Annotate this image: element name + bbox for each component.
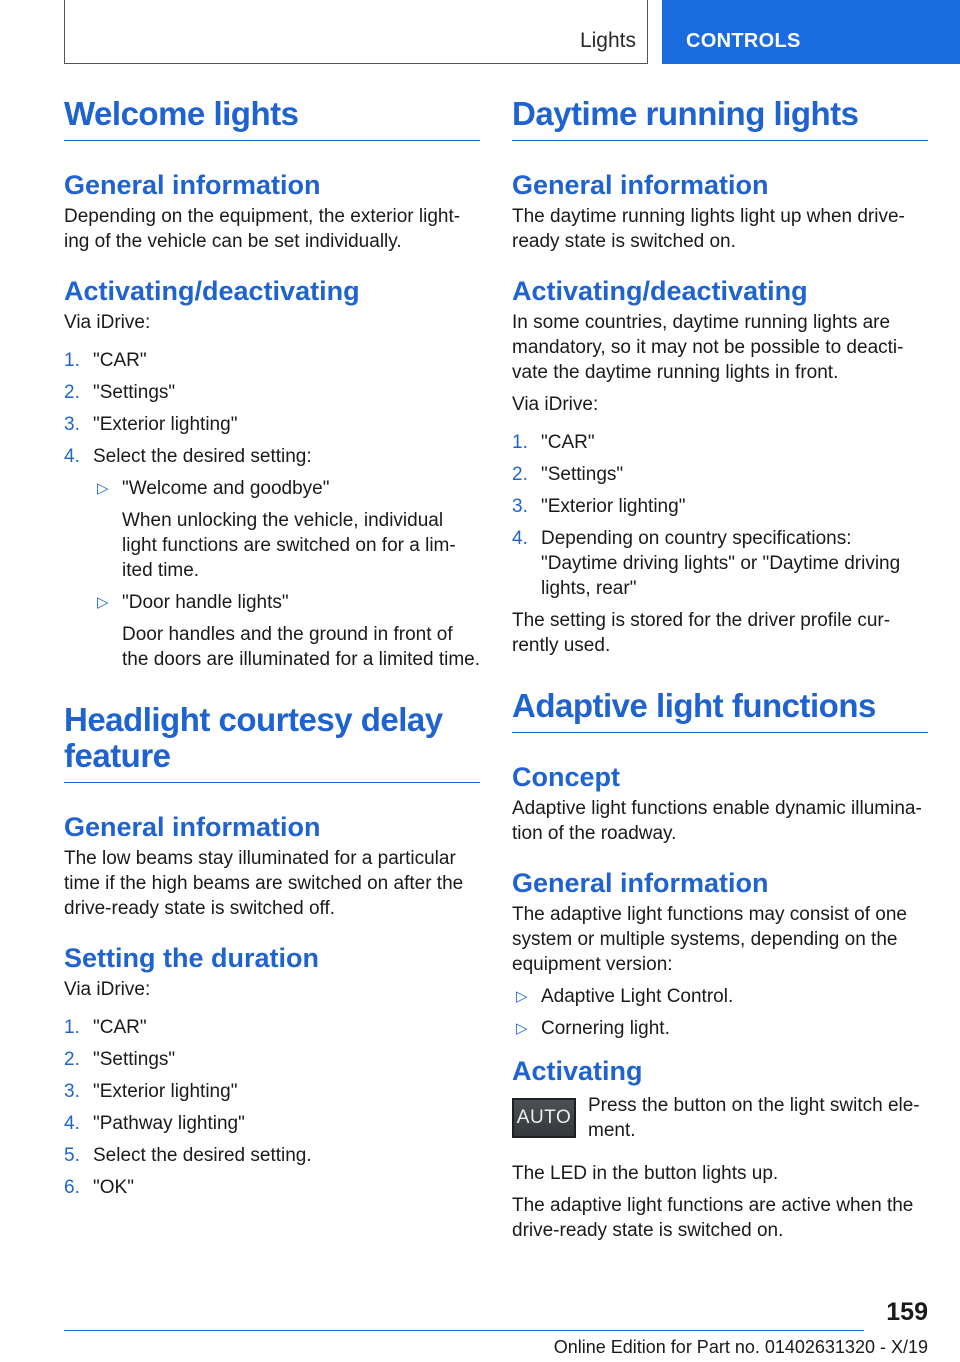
list-item — [64, 1175, 480, 1200]
adaptive-concept-heading: Concept — [512, 762, 620, 792]
page-number: 159 — [886, 1298, 928, 1326]
list-item — [64, 1015, 480, 1040]
list-item — [64, 444, 480, 672]
courtesy-delay-title: Headlight courtesy delay feature — [64, 702, 480, 783]
option-label: "Door handle lights" — [122, 592, 289, 613]
step-number: 3. — [64, 414, 80, 435]
list-item — [64, 1047, 480, 1072]
adaptive-active-text: The adaptive light functions are active when the drive-ready state is switched on. — [512, 1195, 914, 1241]
step-text: "Exterior lighting" — [541, 496, 686, 517]
step-text: Select the desired setting: — [93, 446, 312, 467]
step-number: 2. — [512, 464, 528, 485]
drl-activating-heading: Activating/deactivating — [512, 276, 808, 306]
footer-edition-text: Online Edition for Part no. 01402631320 - X/19 — [553, 1337, 928, 1357]
step-number: 5. — [64, 1145, 80, 1166]
step-text: "Exterior lighting" — [93, 414, 238, 435]
step-number: 2. — [64, 382, 80, 403]
list-item — [64, 1111, 480, 1136]
daytime-running-lights-title: Daytime running lights — [512, 96, 928, 141]
courtesy-via-idrive: Via iDrive: — [64, 979, 151, 1000]
header-section-title: Lights — [579, 29, 636, 52]
step-number: 1. — [64, 1017, 80, 1038]
bullet-triangle-icon: ▷ — [97, 480, 109, 497]
list-item — [64, 1079, 480, 1104]
left-column — [64, 96, 480, 1207]
drl-stored-text: The setting is stored for the driver profile cur‐rently used. — [512, 610, 891, 656]
option-description: Door handles and the ground in front of the doors are illuminated for a limited time. — [122, 624, 480, 670]
option-description: When unlocking the vehicle, individual light functions are switched on for a lim‐ited time. — [122, 510, 456, 581]
bullet-triangle-icon: ▷ — [97, 594, 109, 611]
list-item — [512, 494, 928, 519]
drl-steps-list — [512, 430, 928, 601]
list-item — [64, 348, 480, 373]
step-number: 2. — [64, 1049, 80, 1070]
footer-divider — [64, 1330, 864, 1331]
courtesy-general-text: The low beams stay illuminated for a particular time if the high beams are switched on after the drive-ready state is switched off. — [64, 848, 464, 919]
welcome-steps-list — [64, 348, 480, 672]
led-text: The LED in the button lights up. — [512, 1163, 779, 1184]
step-number: 6. — [64, 1177, 80, 1198]
drl-activating-text: In some countries, daytime running lights are mandatory, so it may not be possible to deacti‐vate the daytime running lights in front. — [512, 312, 904, 383]
step-text: "CAR" — [93, 350, 147, 371]
bullet-text: Cornering light. — [541, 1018, 670, 1039]
welcome-lights-title: Welcome lights — [64, 96, 480, 141]
drl-via-idrive: Via iDrive: — [512, 394, 599, 415]
welcome-general-text: Depending on the equipment, the exterior light‐ing of the vehicle can be set individually. — [64, 206, 461, 252]
step-text: "Settings" — [541, 464, 624, 485]
welcome-via-idrive: Via iDrive: — [64, 312, 151, 333]
courtesy-general-heading: General information — [64, 812, 321, 842]
list-item — [512, 462, 928, 487]
step-text: "Pathway lighting" — [93, 1113, 245, 1134]
step-text: Select the desired setting. — [93, 1145, 312, 1166]
right-column — [512, 96, 928, 1243]
adaptive-concept-text: Adaptive light functions enable dynamic illumina‐tion of the roadway. — [512, 798, 922, 844]
drl-general-text: The daytime running lights light up when drive-ready state is switched on. — [512, 206, 905, 252]
list-item — [93, 590, 480, 672]
step-text: "CAR" — [93, 1017, 147, 1038]
step-text: "Exterior lighting" — [93, 1081, 238, 1102]
step-number: 1. — [64, 350, 80, 371]
adaptive-general-heading: General information — [512, 868, 769, 898]
step-text: "Settings" — [93, 1049, 176, 1070]
adaptive-activating-heading: Activating — [512, 1056, 643, 1086]
adaptive-general-text: The adaptive light functions may consist of one system or multiple systems, depending on the equipment version: — [512, 904, 908, 975]
adaptive-light-functions-title: Adaptive light functions — [512, 688, 928, 733]
adaptive-systems-list — [512, 984, 928, 1041]
step-text: "CAR" — [541, 432, 595, 453]
welcome-options-list — [93, 476, 480, 672]
step-number: 4. — [64, 1113, 80, 1134]
auto-button-instruction — [512, 1093, 928, 1149]
list-item — [512, 430, 928, 455]
list-item — [512, 526, 928, 601]
step-number: 4. — [512, 528, 528, 549]
step-number: 3. — [64, 1081, 80, 1102]
bullet-triangle-icon: ▷ — [516, 988, 528, 1005]
list-item — [64, 380, 480, 405]
bullet-text: Adaptive Light Control. — [541, 986, 734, 1007]
list-item — [64, 1143, 480, 1168]
bullet-triangle-icon: ▷ — [516, 1020, 528, 1037]
step-text: Depending on country specifications: "Daytime driving lights" or "Daytime driving lights, rear" — [541, 528, 901, 599]
list-item — [512, 984, 928, 1009]
step-number: 4. — [64, 446, 80, 467]
step-number: 3. — [512, 496, 528, 517]
header-chapter-tab: CONTROLS — [662, 0, 960, 64]
welcome-activating-heading: Activating/deactivating — [64, 276, 360, 306]
drl-general-heading: General information — [512, 170, 769, 200]
step-text: "Settings" — [93, 382, 176, 403]
list-item — [93, 476, 480, 583]
list-item — [64, 412, 480, 437]
step-text: "OK" — [93, 1177, 134, 1198]
auto-button-icon: AUTO — [512, 1098, 576, 1138]
courtesy-steps-list — [64, 1015, 480, 1200]
welcome-general-heading: General information — [64, 170, 321, 200]
list-item — [512, 1016, 928, 1041]
step-number: 1. — [512, 432, 528, 453]
courtesy-duration-heading: Setting the duration — [64, 943, 319, 973]
activating-text: Press the button on the light switch ele‐ment. — [588, 1095, 920, 1141]
option-label: "Welcome and goodbye" — [122, 478, 330, 499]
